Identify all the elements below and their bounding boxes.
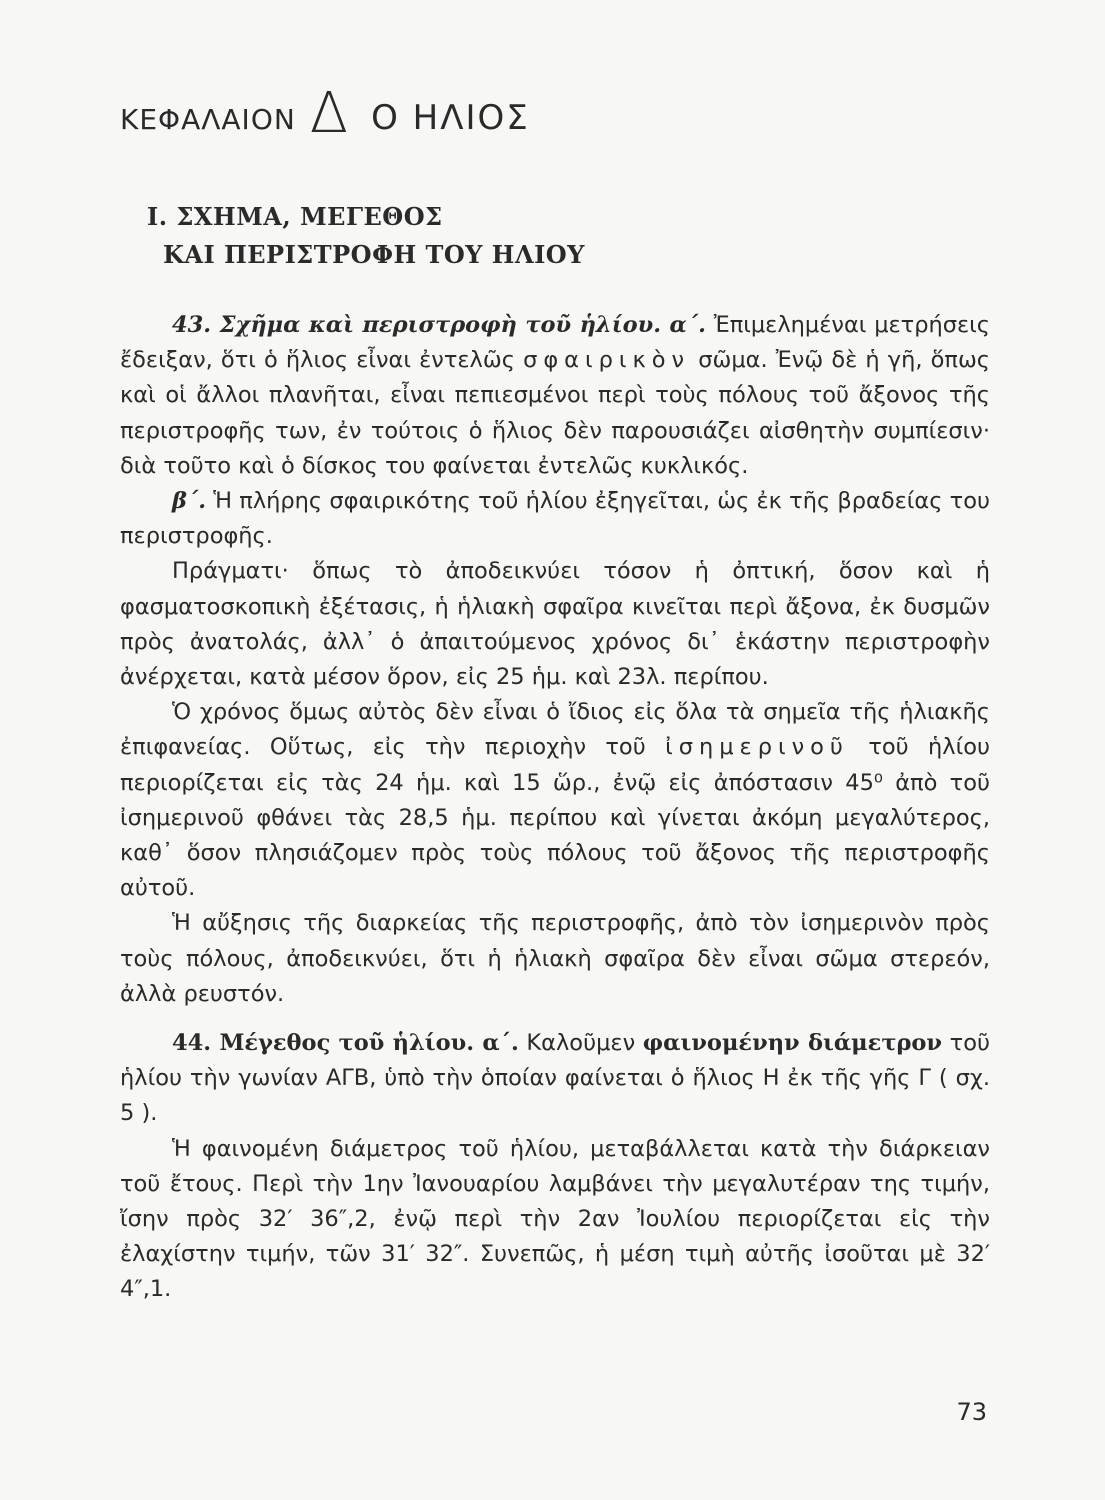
chapter-letter: Δ bbox=[309, 81, 350, 146]
paragraph-43-e: Ἡ αὔξησις τῆς διαρκείας τῆς περιστροφῆς, ἀπὸ τὸν ἰσημερινὸν πρὸς τοὺς πόλους, ἀποδεικνύει, ὅτι ἡ ἡλιακὴ σφαῖρα δὲν εἶναι σῶμα στερεόν, ἀλλὰ ρευστόν. bbox=[120, 910, 990, 1007]
text-run: Ἐπιμελημέναι μετρήσεις ἔδειξαν, ὅτι ὁ ἥλιος εἶναι ἐντελῶς bbox=[120, 312, 991, 374]
paragraph-43-a bbox=[120, 308, 990, 484]
text-run: σῶμα. Ἐνῷ δὲ ἡ γῆ, ὅπως καὶ οἱ ἄλλοι πλανῆται, εἶναι πεπιεσμένοι περὶ τοὺς πόλους τοῦ ἄξονος τῆς περιστροφῆς των, ἐν τούτοις ὁ ἥλιος δὲν παρουσιάζει αἰσθητὴν συμπίεσιν· διὰ τοῦτο καὶ ὁ δίσκος του φαίνεται ἐντελῶς κυκλικός. bbox=[120, 347, 991, 479]
spaced-term: σφαιρικὸν bbox=[523, 347, 691, 374]
paragraph-43-b bbox=[120, 484, 990, 554]
chapter-label: ΚΕΦΑΛΑΙΟΝ bbox=[120, 103, 296, 136]
body-text bbox=[120, 308, 990, 1308]
item-mark: β΄. bbox=[172, 488, 207, 515]
paragraph-44-a bbox=[120, 1026, 990, 1132]
subsection-43-heading: 43. Σχῆμα καὶ περιστροφὴ τοῦ ἡλίου. α΄. bbox=[172, 312, 706, 338]
paragraph-43-d bbox=[120, 695, 990, 906]
text-run: τοῦ ἡλίου τὴν γωνίαν ΑΓΒ, ὑπὸ τὴν ὁποίαν φαίνεται ὁ ἥλιος Η ἐκ τῆς γῆς Γ ( σχ. 5 ). bbox=[120, 1030, 990, 1127]
paragraph-43-c: Πράγματι· ὅπως τὸ ἀποδεικνύει τόσον ἡ ὀπτική, ὅσον καὶ ἡ φασματοσκοπικὴ ἐξέτασις, ἡ ἡλιακὴ σφαῖρα κινεῖται περὶ ἄξονα, ἐκ δυσμῶν πρὸς ἀνατολάς, ἀλλ᾽ ὁ ἀπαιτούμενος χρόνος δι᾽ ἑκάστην περιστροφὴν ἀνέρχεται, κατὰ μέσον ὅρον, εἰς 25 ἡμ. καὶ 23λ. περίπου. bbox=[120, 558, 990, 691]
section-heading bbox=[147, 198, 585, 274]
paragraph-44-b: Ἡ φαινομένη διάμετρος τοῦ ἡλίου, μεταβάλλεται κατὰ τὴν διάρκειαν τοῦ ἔτους. Περὶ τὴν 1ην Ἰανουαρίου λαμβάνει τὴν μεγαλυτέραν της τιμήν, ἴσην πρὸς 32′ 36″,2, ἐνῷ περὶ τὴν 2αν Ἰουλίου περιορίζεται εἰς τὴν ἐλαχίστην τιμήν, τῶν 31′ 32″. Συνεπῶς, ἡ μέση τιμὴ αὐτῆς ἰσοῦται μὲ 32′ 4″,1. bbox=[120, 1135, 990, 1303]
text-run: τοῦ ἡλίου περιορίζεται εἰς τὰς 24 ἡμ. καὶ 15 ὥρ., ἐνῷ εἰς ἀπόστασιν 45⁰ ἀπὸ τοῦ ἰσημερινοῦ φθάνει τὰς 28,5 ἡμ. περίπου καὶ γίνεται ἀκόμη μεγαλύτερος, καθ᾽ ὅσον πλησιάζομεν πρὸς τοὺς πόλους τοῦ ἄξονος τῆς περιστροφῆς αὐτοῦ. bbox=[120, 734, 991, 902]
chapter-header bbox=[120, 78, 530, 146]
spaced-term: ἰσημερινοῦ bbox=[665, 734, 849, 761]
bold-term: φαινομένην διάμετρον bbox=[642, 1030, 943, 1057]
page-number: 73 bbox=[956, 1398, 987, 1426]
text-run: Ὁ χρόνος ὅμως αὐτὸς δὲν εἶναι ὁ ἴδιος εἰς ὅλα τὰ σημεῖα τῆς ἡλιακῆς ἐπιφανείας. Οὕτως, εἰς τὴν περιοχὴν τοῦ bbox=[120, 699, 990, 761]
section-heading-line2: ΚΑΙ ΠΕΡΙΣΤΡΟΦΗ ΤΟΥ ΗΛΙΟΥ bbox=[163, 240, 585, 269]
section-heading-line1: Ι. ΣΧΗΜΑ, ΜΕΓΕΘΟΣ bbox=[147, 202, 443, 231]
text-run: Ἡ πλήρης σφαιρικότης τοῦ ἡλίου ἐξηγεῖται, ὡς ἐκ τῆς βραδείας του περιστροφῆς. bbox=[120, 488, 990, 550]
subsection-44-heading: 44. Μέγεθος τοῦ ἡλίου. α΄. bbox=[172, 1030, 519, 1057]
chapter-title: Ο ΗΛΙΟΣ bbox=[371, 98, 530, 138]
text-run: Καλοῦμεν bbox=[518, 1030, 643, 1057]
